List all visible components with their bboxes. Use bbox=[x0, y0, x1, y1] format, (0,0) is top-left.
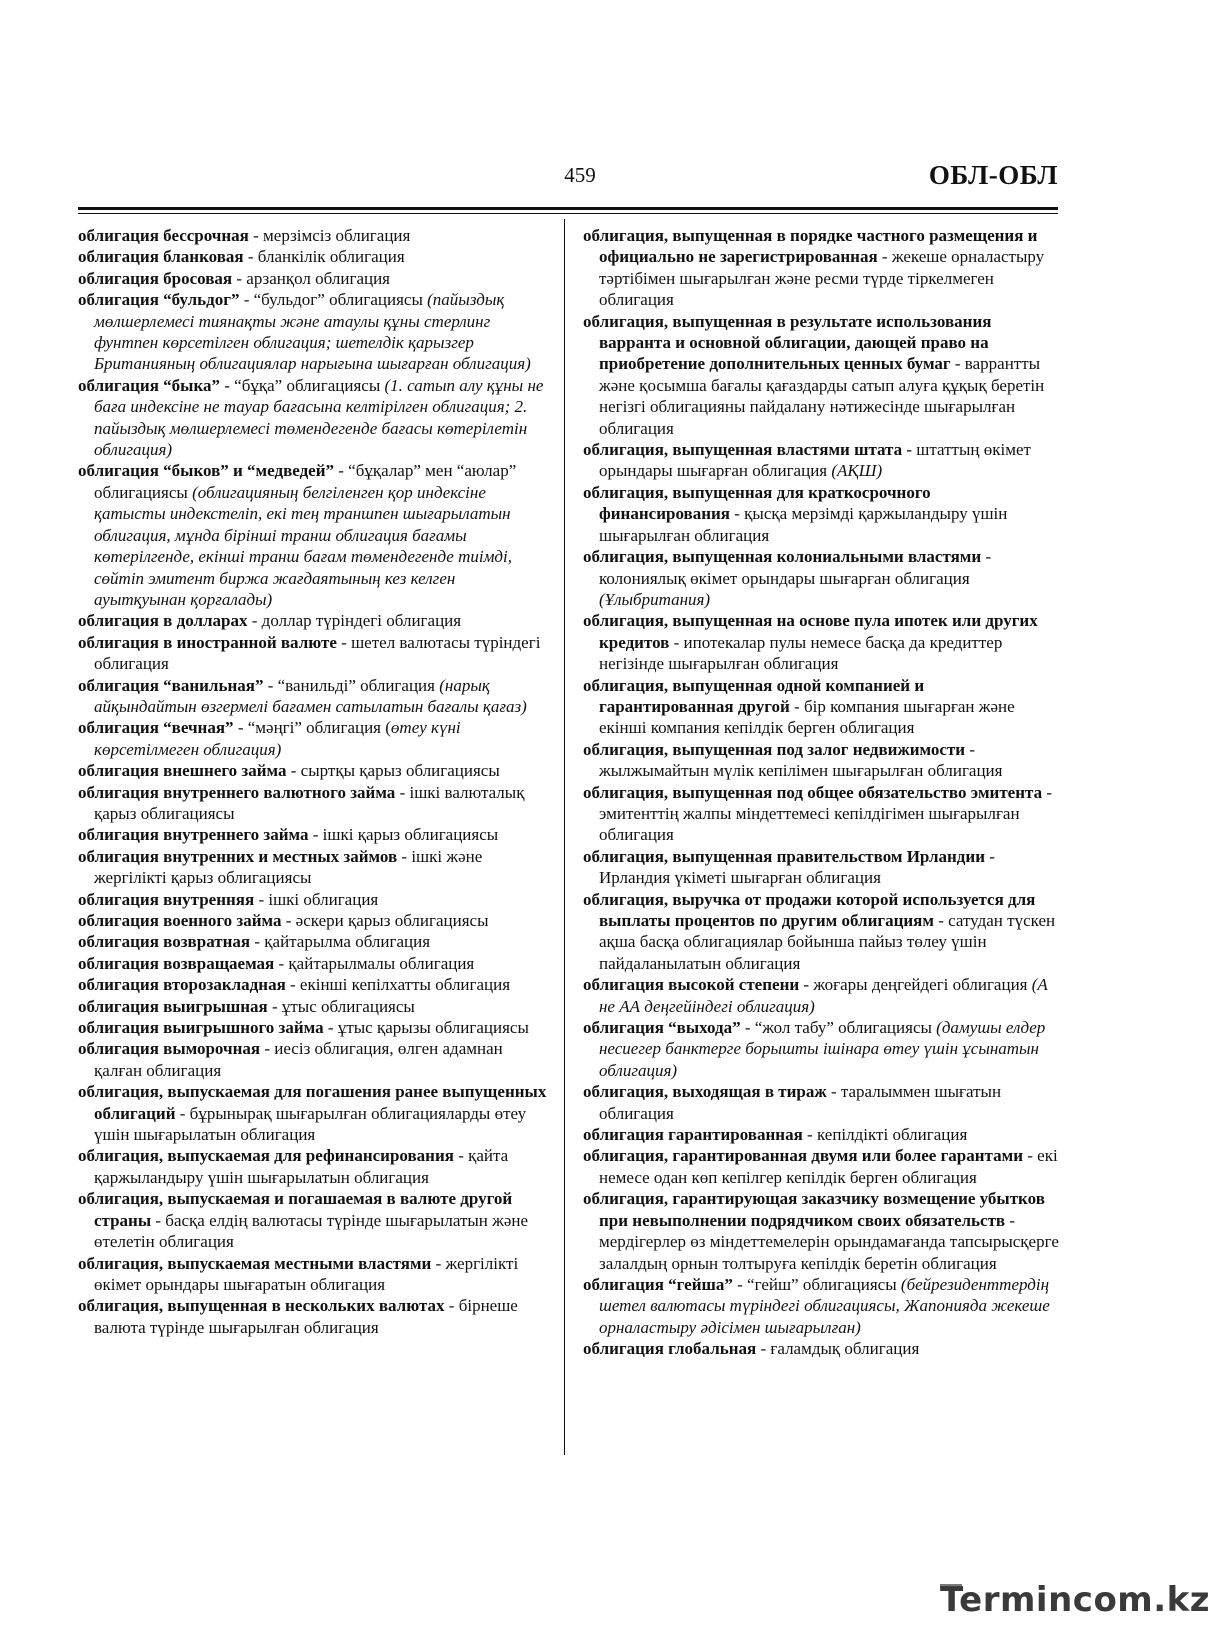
header-rule-thick bbox=[78, 207, 1058, 210]
entry-translation: - “бұқа” облигациясы bbox=[219, 375, 385, 395]
entry-term: облигация, выпускаемая местными властями bbox=[78, 1253, 432, 1273]
entry-translation: - Ирландия үкіметі шығарған облигация bbox=[599, 846, 995, 888]
entry-note: (А не АА деңгейіндегі облигация) bbox=[599, 975, 1048, 1016]
entry-translation: - колониялық өкімет орындары шығарған облигация bbox=[599, 547, 992, 588]
dictionary-entry bbox=[583, 1124, 1059, 1145]
entry-term: облигация, выпускаемая и погашаемая в валюте другой страны bbox=[78, 1189, 513, 1230]
dictionary-entry bbox=[583, 889, 1059, 975]
entry-note: (1. сатып алу құны не баға индексіне не тауар бағасына келтірілген облигация; 2. пайыздық мөлшерлемесі төмендегенде бағасы көтерілетін облигация) bbox=[94, 375, 544, 460]
dictionary-entry bbox=[78, 225, 549, 246]
entry-translation: - жылжымайтын мүлік кепілімен шығарылған облигация bbox=[599, 739, 1003, 781]
dictionary-entry bbox=[583, 782, 1059, 846]
dictionary-entry bbox=[78, 1145, 549, 1188]
left-column bbox=[78, 225, 549, 1338]
entry-term: облигация в иностранной валюте bbox=[78, 632, 337, 652]
entry-translation: - екі немесе одан көп кепілгер кепілдік берген облигация bbox=[599, 1146, 1058, 1187]
entry-translation: - ішкі және жергілікті қарыз облигациясы bbox=[94, 846, 483, 888]
dictionary-entry bbox=[78, 824, 549, 845]
entry-term: облигация, выпущенная под залог недвижимости bbox=[583, 739, 966, 759]
entry-term: облигация, гарантированная двумя или более гарантами bbox=[583, 1146, 1023, 1166]
dictionary-entry bbox=[583, 439, 1059, 482]
entry-term: облигация, выпущенная в результате использования варранта и основной облигации, дающей право на приобретение дополнительных ценных бумаг bbox=[583, 311, 992, 374]
entry-translation: - сатудан түскен ақша басқа облигациялар бойынша пайыз төлеу үшін пайдаланылатын облигация bbox=[599, 911, 1056, 973]
dictionary-entry bbox=[78, 931, 549, 952]
dictionary-entry bbox=[583, 974, 1059, 1017]
dictionary-entry bbox=[78, 1081, 549, 1145]
dictionary-entry bbox=[78, 782, 549, 825]
entry-translation: - ұтыс облигациясы bbox=[267, 996, 415, 1016]
dictionary-entry bbox=[583, 1017, 1059, 1081]
dictionary-entry bbox=[583, 1081, 1059, 1124]
dictionary-entry bbox=[78, 1295, 549, 1338]
entry-term: облигация выморочная bbox=[78, 1039, 261, 1059]
entry-term: облигация, выпущенная для краткосрочного финансирования bbox=[583, 482, 931, 524]
entry-translation: - “бұқалар” мен “аюлар” облигациясы bbox=[94, 461, 517, 502]
entry-note: (Ұлыбритания) bbox=[599, 589, 711, 609]
entry-translation: - әскери қарыз облигациясы bbox=[281, 911, 489, 930]
entry-term: облигация, выпускаемая для погашения ранее выпущенных облигаций bbox=[78, 1082, 547, 1123]
entry-translation: - ұтыс қарызы облигациясы bbox=[323, 1018, 529, 1038]
dictionary-entry bbox=[78, 610, 549, 631]
entry-term: облигация военного займа bbox=[78, 911, 282, 930]
entry-term: облигация высокой степени bbox=[583, 975, 800, 995]
entry-term: облигация гарантированная bbox=[583, 1125, 803, 1145]
dictionary-entry bbox=[583, 1274, 1059, 1338]
entry-translation: - доллар түріндегі облигация bbox=[247, 611, 462, 631]
entry-term: облигация, выпущенная на основе пула ипотек или других кредитов bbox=[583, 611, 1038, 652]
entry-translation: - бір компания шығарған және екінші компания кепілдік берген облигация bbox=[599, 696, 1015, 738]
entry-translation: - арзанқол облигация bbox=[232, 268, 391, 288]
entry-translation: - жоғары деңгейдегі облигация bbox=[799, 975, 1032, 995]
dictionary-entry bbox=[78, 246, 549, 267]
entry-translation: - иесіз облигация, өлген адамнан қалған облигация bbox=[94, 1039, 503, 1080]
entry-translation: - таралыммен шығатын облигация bbox=[599, 1082, 1002, 1123]
entry-note: (нарық айқындайтын өзгермелі бағамен сатылатын бағалы қағаз) bbox=[94, 675, 527, 716]
entry-term: облигация возвратная bbox=[78, 932, 251, 952]
entry-term: облигация “ванильная” bbox=[78, 675, 264, 695]
entry-term: облигация глобальная bbox=[583, 1339, 757, 1359]
entry-term: облигация, выпущенная правительством Ирландии bbox=[583, 846, 985, 866]
entry-translation: - екінші кепілхатты облигация bbox=[285, 975, 511, 995]
dictionary-entry bbox=[78, 953, 549, 974]
entry-term: облигация выигрышная bbox=[78, 996, 268, 1016]
entry-term: облигация “быков” и “медведей” bbox=[78, 461, 335, 481]
entry-translation: - ішкі қарыз облигациясы bbox=[308, 825, 499, 845]
entry-translation: - ішкі валюталық қарыз облигациясы bbox=[94, 782, 525, 823]
entry-term: облигация внешнего займа bbox=[78, 761, 287, 781]
entry-translation: - “гейш” облигациясы bbox=[732, 1274, 901, 1294]
entry-term: облигация “выхода” bbox=[583, 1018, 741, 1038]
entry-translation: - мерзімсіз облигация bbox=[248, 226, 411, 245]
entry-translation: - кепілдікті облигация bbox=[802, 1125, 968, 1145]
dictionary-entry bbox=[583, 482, 1059, 546]
entry-translation: - “мәңгі” облигация ( bbox=[233, 718, 391, 738]
entry-term: облигация, выпущенная одной компанией и гарантированная другой bbox=[583, 675, 925, 716]
entry-translation: - варрантты және қосымша бағалы қағаздарды сатып алуға құқық беретін негізгі облигацияны пайдалану нәтижесінде шығарылған облигация bbox=[599, 354, 1045, 438]
dictionary-entry bbox=[583, 610, 1059, 674]
entry-translation: - “ванильді” облигация bbox=[263, 675, 440, 695]
dictionary-entry bbox=[583, 675, 1059, 739]
page-number: 459 bbox=[564, 163, 596, 187]
dictionary-entry bbox=[78, 1188, 549, 1252]
entry-translation: - жергілікті өкімет орындары шығаратын облигация bbox=[94, 1253, 519, 1294]
entry-term: облигация, выпущенная в нескольких валютах bbox=[78, 1296, 445, 1316]
entry-translation: - штаттың өкімет орындары шығарған облигация bbox=[599, 440, 1031, 481]
entry-translation: - ғаламдық облигация bbox=[756, 1339, 920, 1359]
entry-translation: - мердігерлер өз міндеттемелерін орындамағанда тапсырысқерге залалдың орнын толтыруға кепілдік беретін облигация bbox=[599, 1210, 1059, 1273]
entry-term: облигация внутренних и местных займов bbox=[78, 846, 398, 866]
entry-term: облигация, гарантирующая заказчику возмещение убытков при невыполнении подрядчиком своих обязательств bbox=[583, 1189, 1045, 1230]
entry-term: облигация, выручка от продажи которой используется для выплаты процентов по другим облигациям bbox=[583, 889, 1036, 930]
entry-translation: - ипотекалар пулы немесе басқа да кредиттер негізінде шығарылған облигация bbox=[599, 632, 1003, 674]
entry-translation: - қайтарылма облигация bbox=[250, 932, 431, 952]
entry-note: (облигацияның белгіленген қор индексіне қатысты индекстеліп, екі тең траншпен шығарылатын облигация, мұнда бірінші транш облигация бағамы көтерілгенде, екінші транш бағам төмендегенде тиімді, сөйтіп эмитент биржа жағдаятының кез келген ауытқуынан қорғалады) bbox=[94, 482, 513, 609]
entry-term: облигация, выпускаемая для рефинансирования bbox=[78, 1146, 454, 1166]
entry-term: облигация, выпущенная колониальными властями bbox=[583, 547, 982, 567]
entry-translation: - бірнеше валюта түрінде шығарылған облигация bbox=[94, 1296, 518, 1337]
right-column bbox=[583, 225, 1059, 1360]
dictionary-entry bbox=[78, 460, 549, 610]
entry-note: (АҚШ) bbox=[831, 461, 883, 481]
entry-translation: - шетел валютасы түріндегі облигация bbox=[94, 632, 541, 674]
header-rule-thin bbox=[78, 213, 1058, 214]
dictionary-entry bbox=[78, 268, 549, 289]
entry-term: облигация, выпущенная властями штата bbox=[583, 440, 903, 460]
watermark-logo: Termincom.kz bbox=[940, 1580, 1210, 1620]
dictionary-entry bbox=[583, 846, 1059, 889]
dictionary-entry bbox=[583, 1338, 1059, 1359]
entry-translation: - сыртқы қарыз облигациясы bbox=[286, 761, 500, 781]
entry-translation: - қысқа мерзімді қаржыландыру үшін шығарылған облигация bbox=[599, 504, 1008, 545]
dictionary-entry bbox=[78, 375, 549, 461]
dictionary-entry bbox=[78, 974, 549, 995]
entry-note: (бейрезиденттердің шетел валютасы түріндегі облигациясы, Жапонияда жекеше орналастыру әдісімен шығарылған) bbox=[599, 1274, 1050, 1337]
entry-term: облигация возвращаемая bbox=[78, 953, 275, 973]
dictionary-entry bbox=[78, 1017, 549, 1038]
entry-term: облигация внутреннего валютного займа bbox=[78, 782, 396, 802]
entry-translation: - бұрынырақ шығарылған облигацияларды өтеу үшін шығарылатын облигация bbox=[94, 1103, 527, 1145]
entry-term: облигация, выпущенная под общее обязательство эмитента bbox=[583, 782, 1043, 802]
entry-translation: - ішкі облигация bbox=[254, 889, 379, 909]
entry-note: (пайыздық мөлшерлемесі тиянақты және атаулы құны стерлинг фунтпен көрсетілген облигация; шетелдік қарызгер Британияның облигациялар нарығына шығарған облигация) bbox=[94, 290, 531, 374]
entry-term: облигация “быка” bbox=[78, 375, 220, 395]
entry-term: облигация внутреннего займа bbox=[78, 825, 309, 845]
column-divider bbox=[564, 219, 565, 1455]
dictionary-entry bbox=[78, 996, 549, 1017]
entry-term: облигация “бульдог” bbox=[78, 290, 240, 310]
running-head: ОБЛ-ОБЛ bbox=[928, 160, 1058, 190]
dictionary-entry bbox=[78, 717, 549, 760]
entry-term: облигация бессрочная bbox=[78, 226, 249, 245]
dictionary-entry bbox=[78, 289, 549, 375]
entry-translation: - жекеше орналастыру тәртібімен шығарылған және ресми түрде тіркелмеген облигация bbox=[599, 247, 1045, 310]
entry-translation: - қайтарылмалы облигация bbox=[274, 953, 475, 973]
entry-term: облигация, выпущенная в порядке частного размещения и официально не зарегистрированная bbox=[583, 226, 1038, 267]
dictionary-entry bbox=[583, 311, 1059, 439]
entry-term: облигация выигрышного займа bbox=[78, 1018, 324, 1038]
dictionary-entry bbox=[78, 675, 549, 718]
dictionary-entry bbox=[78, 889, 549, 910]
entry-translation: - қайта қаржыландыру үшін шығарылатын облигация bbox=[94, 1146, 509, 1187]
entry-note: өтеу күні көрсетілмеген облигация) bbox=[94, 718, 461, 759]
entry-term: облигация, выходящая в тираж bbox=[583, 1082, 827, 1102]
entry-term: облигация “гейша” bbox=[583, 1274, 733, 1294]
dictionary-entry bbox=[583, 1145, 1059, 1188]
dictionary-entry bbox=[78, 760, 549, 781]
dictionary-entry bbox=[78, 846, 549, 889]
dictionary-entry bbox=[78, 910, 549, 931]
entry-term: облигация внутренняя bbox=[78, 889, 255, 909]
dictionary-entry bbox=[583, 1188, 1059, 1274]
dictionary-entry bbox=[78, 1253, 549, 1296]
entry-translation: - басқа елдің валютасы түрінде шығарылатын және өтелетін облигация bbox=[94, 1210, 529, 1252]
entry-term: облигация бланковая bbox=[78, 247, 244, 267]
entry-term: облигация “вечная” bbox=[78, 718, 234, 738]
entry-term: облигация бросовая bbox=[78, 268, 233, 288]
dictionary-entry bbox=[583, 546, 1059, 610]
entry-term: облигация второзакладная bbox=[78, 975, 286, 995]
entry-translation: - эмитенттің жалпы міндеттемесі кепілдігімен шығарылған облигация bbox=[599, 782, 1052, 845]
entry-translation: - бланкілік облигация bbox=[243, 247, 405, 267]
dictionary-entry bbox=[583, 225, 1059, 311]
entry-translation: - “жол табу” облигациясы bbox=[740, 1018, 937, 1038]
entry-term: облигация в долларах bbox=[78, 611, 248, 631]
dictionary-entry bbox=[78, 632, 549, 675]
entry-note: (дамушы елдер несиегер банктерге борышты ішінара өтеу үшін ұсынатын облигация) bbox=[599, 1018, 1046, 1080]
dictionary-entry bbox=[78, 1038, 549, 1081]
entry-translation: - “бульдог” облигациясы bbox=[239, 290, 428, 310]
dictionary-entry bbox=[583, 739, 1059, 782]
